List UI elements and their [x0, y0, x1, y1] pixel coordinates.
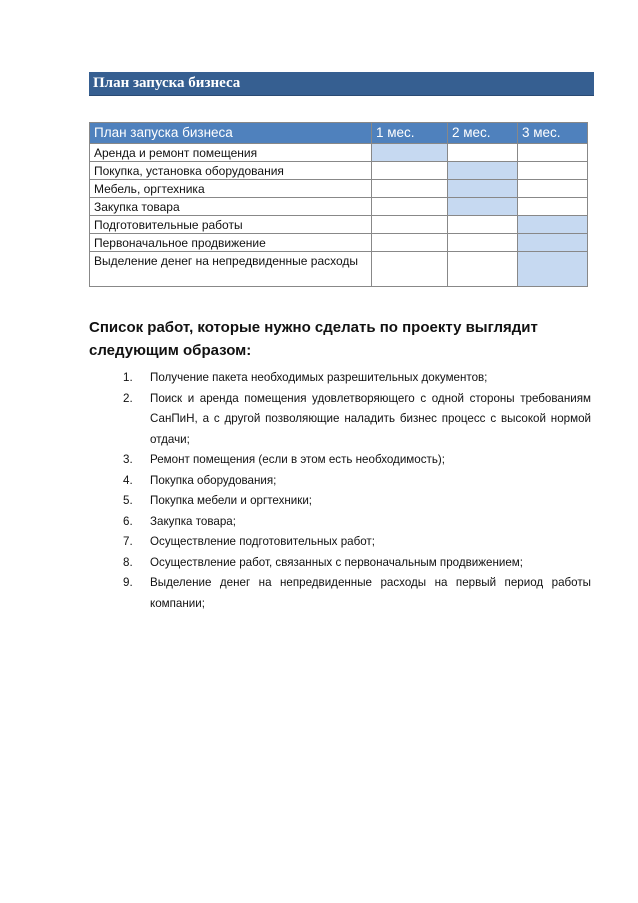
month-cell-active [518, 252, 588, 287]
list-item-text: Покупка оборудования; [150, 473, 277, 487]
table-row [90, 180, 588, 198]
table-row [90, 144, 588, 162]
month-cell [372, 216, 448, 234]
month-cell [448, 252, 518, 287]
list-item-text: Получение пакета необходимых разрешительных документов; [150, 371, 488, 384]
table-row [90, 234, 588, 252]
list-item-number: 3. [123, 453, 133, 466]
task-label: Покупка, установка оборудования [90, 162, 372, 180]
month-cell [372, 252, 448, 287]
list-item [123, 368, 591, 389]
business-plan-table [89, 122, 588, 287]
month-cell-active [518, 234, 588, 252]
list-item-text: Ремонт помещения (если в этом есть необходимость); [150, 453, 445, 466]
month-cell [518, 162, 588, 180]
list-item [123, 512, 591, 533]
month-cell [372, 198, 448, 216]
list-item-number: 7. [123, 535, 133, 548]
list-item-number: 9. [123, 576, 133, 589]
works-list [123, 368, 591, 614]
list-item-number: 5. [123, 494, 133, 507]
list-item-text: Поиск и аренда помещения удовлетворяющего с одной стороны требованиям СанПиН, а с другой позволяющие наладить бизнес процесс с высокой нормой отдачи; [150, 391, 591, 446]
list-item-number: 2. [123, 391, 133, 405]
section-title: План запуска бизнеса [93, 75, 241, 91]
list-item-text: Покупка мебели и оргтехники; [150, 494, 313, 507]
month-cell [448, 234, 518, 252]
list-item [123, 450, 591, 471]
task-label: Выделение денег на непредвиденные расходы [90, 252, 372, 287]
list-item [123, 573, 591, 614]
column-header: 2 мес. [448, 123, 518, 144]
table-row [90, 216, 588, 234]
task-label: Закупка товара [90, 198, 372, 216]
task-label: Подготовительные работы [90, 216, 372, 234]
works-heading: Список работ, которые нужно сделать по проекту выглядит следующим образом: [89, 319, 538, 359]
list-item-number: 6. [123, 514, 133, 528]
month-cell [518, 144, 588, 162]
list-item [123, 532, 591, 553]
month-cell-active [518, 216, 588, 234]
table-row [90, 252, 588, 287]
month-cell [448, 144, 518, 162]
list-item-text: Осуществление работ, связанных с первоначальным продвижением; [150, 555, 523, 569]
month-cell-active [448, 198, 518, 216]
list-item [123, 389, 591, 451]
list-item-text: Закупка товара; [150, 514, 236, 528]
list-item [123, 553, 591, 574]
month-cell [518, 180, 588, 198]
task-label: Мебель, оргтехника [90, 180, 372, 198]
column-header: 1 мес. [372, 123, 448, 144]
table-row [90, 162, 588, 180]
column-header: 3 мес. [518, 123, 588, 144]
month-cell [372, 180, 448, 198]
month-cell-active [448, 162, 518, 180]
table-row [90, 198, 588, 216]
list-item-number: 4. [123, 473, 133, 487]
month-cell [448, 216, 518, 234]
month-cell-active [448, 180, 518, 198]
list-item-number: 1. [123, 371, 133, 384]
section-title-bar [89, 72, 594, 96]
task-label: Аренда и ремонт помещения [90, 144, 372, 162]
month-cell [372, 234, 448, 252]
month-cell-active [372, 144, 448, 162]
list-item-text: Выделение денег на непредвиденные расходы на первый период работы компании; [150, 576, 591, 610]
list-item [123, 471, 591, 492]
month-cell [518, 198, 588, 216]
list-item [123, 491, 591, 512]
list-item-number: 8. [123, 555, 133, 569]
column-header: План запуска бизнеса [90, 123, 372, 144]
list-item-text: Осуществление подготовительных работ; [150, 535, 375, 548]
month-cell [372, 162, 448, 180]
table-header-row [90, 123, 588, 144]
task-label: Первоначальное продвижение [90, 234, 372, 252]
